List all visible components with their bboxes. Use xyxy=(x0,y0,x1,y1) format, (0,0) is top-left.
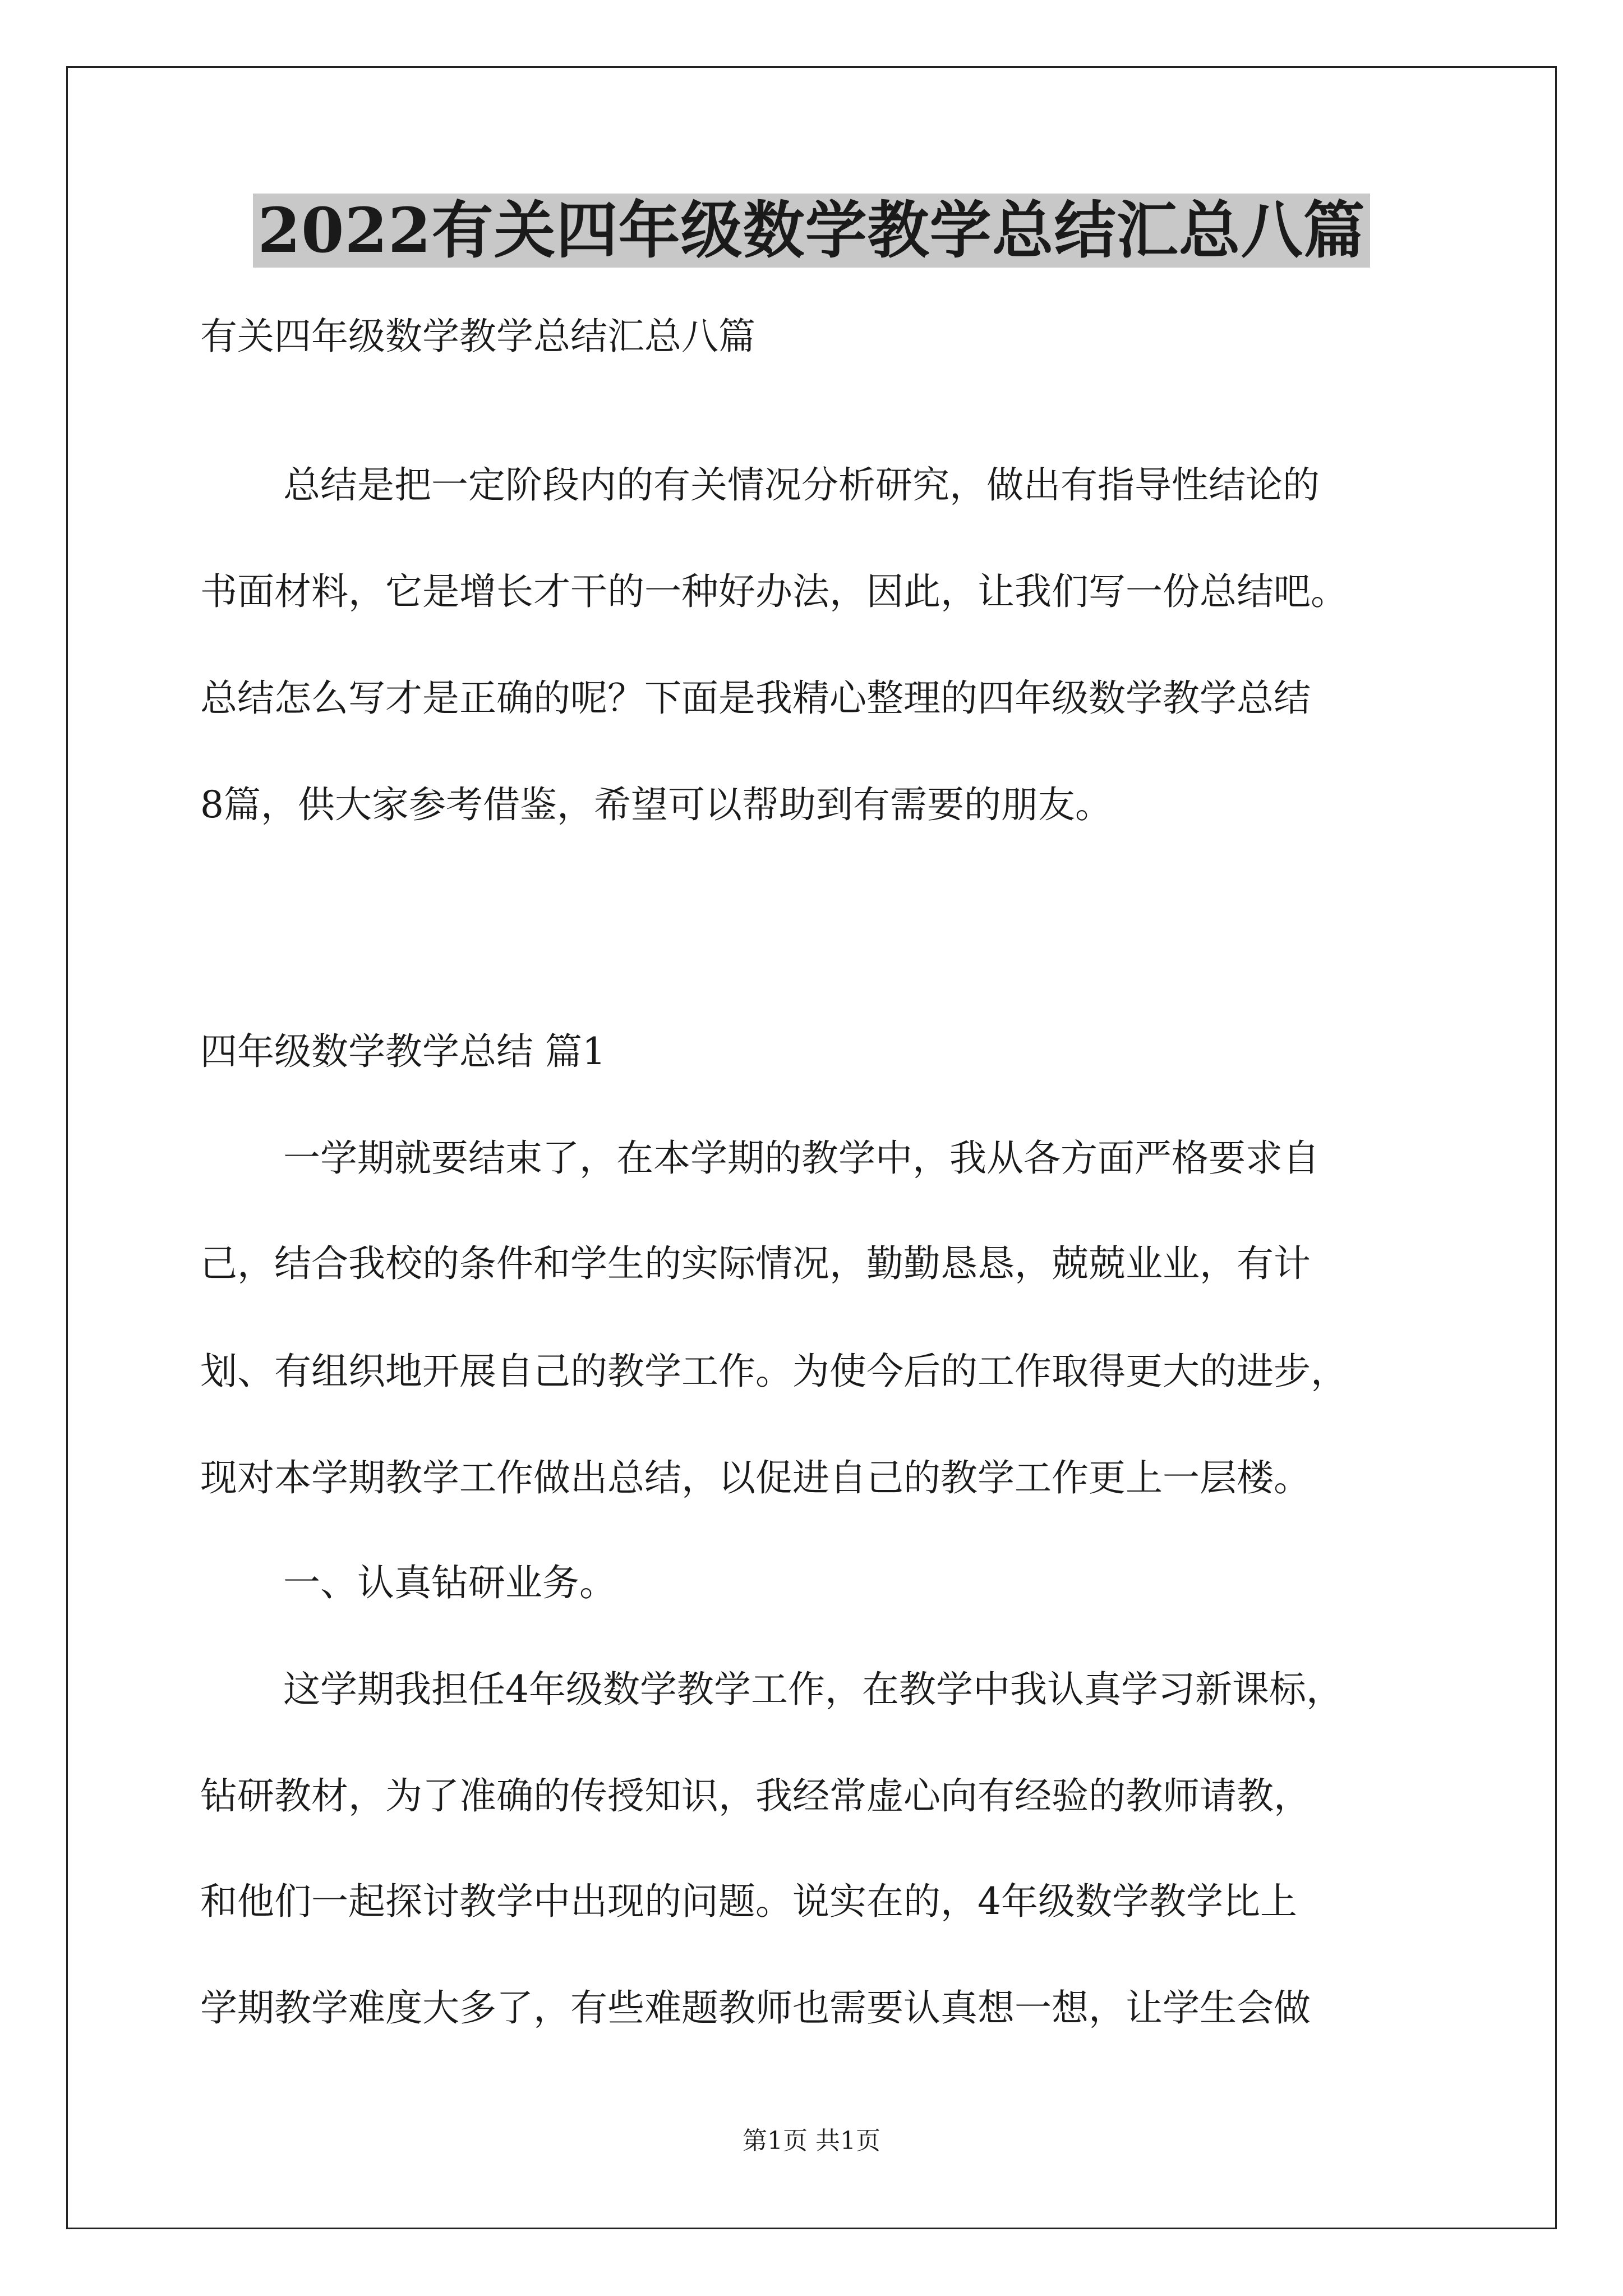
document-subtitle: 有关四年级数学教学总结汇总八篇 xyxy=(200,315,755,358)
section-line-2: 己，结合我校的条件和学生的实际情况，勤勤恳恳，兢兢业业，有计 xyxy=(200,1242,1311,1285)
intro-line-1: 总结是把一定阶段内的有关情况分析研究，做出有指导性结论的 xyxy=(283,463,1320,507)
section-line-3: 划、有组织地开展自己的教学工作。为使今后的工作取得更大的进步， xyxy=(200,1350,1348,1393)
section-line-9: 学期教学难度大多了，有些难题教师也需要认真想一想，让学生会做 xyxy=(200,1986,1311,2030)
section-line-6: 这学期我担任4年级数学教学工作，在教学中我认真学习新课标， xyxy=(283,1668,1343,1711)
intro-line-4: 8篇，供大家参考借鉴，希望可以帮助到有需要的朋友。 xyxy=(200,783,1112,826)
page-footer: 第1页 共1页 xyxy=(743,2127,880,2155)
section-line-8: 和他们一起探讨教学中出现的问题。说实在的，4年级数学教学比上 xyxy=(200,1880,1297,1923)
intro-line-3: 总结怎么写才是正确的呢？下面是我精心整理的四年级数学教学总结 xyxy=(200,677,1311,720)
section-line-4: 现对本学期教学工作做出总结，以促进自己的教学工作更上一层楼。 xyxy=(200,1456,1311,1499)
title-container xyxy=(0,194,1623,268)
section-heading: 四年级数学教学总结 篇1 xyxy=(200,1030,606,1073)
intro-line-2: 书面材料，它是增长才干的一种好办法，因此，让我们写一份总结吧。 xyxy=(200,570,1348,613)
section-line-1: 一学期就要结束了，在本学期的教学中，我从各方面严格要求自 xyxy=(283,1137,1320,1180)
section-line-7: 钻研教材，为了准确的传授知识，我经常虚心向有经验的教师请教， xyxy=(200,1774,1311,1818)
document-title: 2022有关四年级数学教学总结汇总八篇 xyxy=(253,194,1370,268)
subheading-1: 一、认真钻研业务。 xyxy=(283,1561,616,1604)
